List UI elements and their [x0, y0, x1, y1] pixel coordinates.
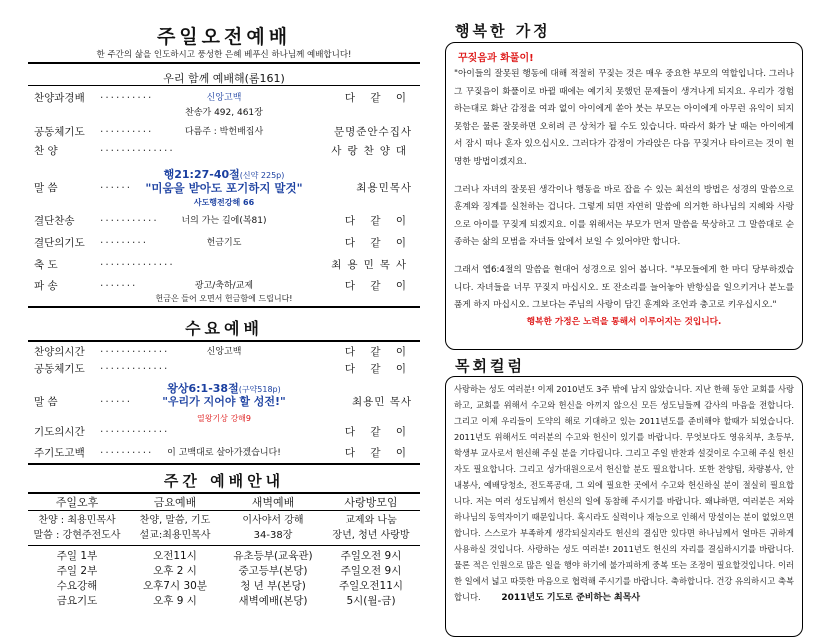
row-label: 주기도고백	[34, 447, 85, 459]
row-right: 다 같 이	[344, 280, 412, 292]
row-dots: ·············	[100, 346, 170, 358]
left.rows2-row	[28, 258, 420, 272]
row-label: 축 도	[34, 259, 58, 271]
divider	[28, 340, 420, 342]
left.wed_rows1-row	[28, 345, 420, 359]
row-right: 다 같 이	[344, 346, 412, 358]
divider	[28, 545, 420, 546]
row-middle: 다름주 : 박헌배집사	[184, 127, 264, 137]
left.rows2-row	[28, 279, 420, 303]
left.rows1-row	[28, 125, 420, 139]
weekly-cell: 교제와 나눔	[345, 515, 397, 526]
row-right: 다 같 이	[344, 363, 412, 375]
row-middle-note: 헌금은 들어 오면서 헌금함에 드립니다!	[155, 294, 293, 303]
schedule-cell: 새벽예배(본당)	[238, 595, 308, 607]
row-dots: ··········	[100, 126, 154, 138]
schedule-cell: 중고등부(본당)	[238, 565, 308, 577]
row-middle: 너의 가는 길에(복81)	[181, 216, 267, 226]
left.rows1-row	[28, 144, 420, 158]
row-dots: ··········	[100, 92, 154, 104]
sermon-reference: 행21:27-40절(신약 225p)	[163, 168, 285, 181]
row-dots: ··············	[100, 259, 175, 271]
weekly-cell: 찬양, 말씀, 기도	[139, 515, 211, 526]
family-closing: 행복한 가정은 노력을 통해서 이루어지는 것입니다.	[526, 316, 722, 327]
schedule-cell: 수요강해	[56, 580, 98, 592]
schedule-row	[28, 579, 420, 594]
wed-sermon-title: "우리가 지어야 할 성전!"	[162, 395, 286, 408]
row-right: 사랑찬양대	[331, 145, 412, 157]
schedule-cell: 유초등부(교육관)	[233, 550, 313, 562]
row-right: 문명준안수집사	[333, 126, 412, 138]
schedule-cell: 청 년 부(본당)	[240, 580, 306, 592]
row-label: 기도의시간	[34, 426, 85, 438]
schedule-cell: 5시(월-금)	[346, 595, 396, 607]
row-right: 다 같 이	[344, 92, 412, 104]
row-dots: ···········	[100, 215, 159, 227]
weekly-cell: 설교:최용민목사	[139, 530, 211, 541]
family-paragraph: 그러나 자녀의 잘못된 생각이나 행동을 바로 잡을 수 있는 최선의 방법은 성경의 말씀으로 훈계와 징계를 실천하는 겁니다. 그렇게 되면 자연히 말씀에 의거한 하나님의 지혜와 사랑으로 아이를 꾸짖게 되겠지요. 이를 위해서는 부모가 먼저 말씀을 묵상하고 그 말씀대로 순종하는 삶의 모범을 자녀들 앞에서 보일 수 있어야만 합니다.	[454, 184, 794, 248]
schedule-cell: 주일 1부	[56, 550, 98, 562]
row-dots: ··············	[100, 145, 175, 157]
schedule-row	[28, 594, 420, 609]
row-label: 찬양의시간	[34, 346, 85, 358]
wed-sermon-row: 말 씀 ······ "우리가 지어야 할 성전!" 최용민 목사	[28, 395, 420, 409]
sermon-preacher: 최용민목사	[356, 182, 412, 194]
family-box	[445, 42, 803, 350]
row-dots: ·············	[100, 426, 170, 438]
family-body	[446, 66, 802, 315]
weekly-cell: 이사야서 강해	[242, 515, 304, 526]
row-label: 찬양과경배	[34, 92, 85, 104]
weekly-cell: 찬양 : 최용민목사	[38, 515, 116, 526]
family-heading: 꾸짖음과 화풀이!	[458, 53, 534, 64]
schedule-cell: 주일오전 9시	[340, 565, 402, 577]
weekly-cell: 34-38장	[253, 530, 293, 541]
sermon-title: "미움을 받아도 포기하지 말것"	[145, 181, 303, 195]
divider	[28, 62, 420, 64]
row-middle: 광고/축하/교제	[194, 281, 254, 291]
bulletin-left	[28, 0, 420, 641]
weekly-table	[28, 494, 420, 541]
row-right: 다 같 이	[344, 426, 412, 438]
opening-call: 우리 함께 예배해(롬161)	[163, 72, 285, 85]
sermon-row: 말 씀 ······ "미움을 받아도 포기하지 말것" 최용민목사	[28, 181, 420, 195]
wed-reference: 왕상6:1-38절(구약518p)	[167, 382, 281, 395]
row-right: 최용민목사	[331, 259, 412, 271]
row-middle: 이 고백대로 살아가겠습니다!	[167, 448, 281, 458]
pastor-signature: 2011년도 기도로 준비하는 최목사	[501, 593, 641, 603]
pastor-column-box	[445, 376, 803, 637]
row-label: 공동체기도	[34, 126, 85, 138]
row-label: 공동체기도	[34, 363, 85, 375]
schedule-cell: 주일오전 9시	[340, 550, 402, 562]
wed-title: 수요예배	[185, 319, 263, 338]
row-label: 결단의기도	[34, 237, 85, 249]
weekly-header: 금요예배	[153, 496, 197, 509]
weekly-cell: 말씀 : 강현주전도사	[33, 530, 121, 541]
page-subtitle: 한 주간의 삶을 인도하시고 풍성한 은혜 베푸신 하나님께 예배합니다!	[96, 50, 352, 60]
left.wed_rows1-row	[28, 362, 420, 376]
schedule-cell: 금요기도	[56, 595, 98, 607]
schedule-cell: 오후7시 30분	[143, 580, 207, 592]
row-middle: 찬송가 492, 461장	[185, 108, 263, 118]
family-paragraph: "아이들의 잘못된 행동에 대해 적절히 꾸짖는 것은 매우 중요한 부모의 역할입니다. 그러나 그 꾸짖음이 화풀이로 바뀔 때에는 예기치 못했던 문제들이 생겨나게 되지요. 우리가 경험 하는대로 화난 감정을 여과 없이 아이에게 쏟아 붓는 부모는 아이에게 아무런 유익이 되지 못함은 물론 잘못하면 오히려 큰 상처가 될 수도 있습니다. 따라서 화가 날 때는 아이에게서 잠시 떠나 혼자 있으십시오. 그러다가 감정이 가라앉은 다음 꾸짖거나 타이르는 것이 현명한 방법이겠지요.	[454, 69, 794, 167]
weekly-cell: 장년, 청년 사랑방	[332, 530, 410, 541]
schedule-cell: 오후 9 시	[153, 595, 197, 607]
divider	[28, 85, 420, 86]
row-right: 다 같 이	[344, 215, 412, 227]
family-section-title: 행복한 가정	[455, 22, 551, 40]
row-label: 찬 양	[34, 145, 58, 157]
schedule-row	[28, 564, 420, 579]
row-dots: ·······	[100, 280, 138, 292]
row-label: 결단찬송	[34, 215, 75, 227]
row-dots: ·········	[100, 237, 149, 249]
row-right: 다 같 이	[344, 237, 412, 249]
left.wed_rows2-row	[28, 446, 420, 460]
page-title: 주일오전예배	[156, 26, 292, 48]
schedule-cell: 오전11시	[153, 550, 197, 562]
row-dots: ·············	[100, 363, 170, 375]
row-dots: ··········	[100, 447, 154, 459]
left.rows1-row	[28, 106, 420, 120]
row-middle: 신앙고백	[206, 93, 242, 103]
schedule-cell: 오후 2 시	[153, 565, 197, 577]
weekly-header: 새벽예배	[251, 496, 295, 509]
left.rows1-row	[28, 91, 420, 105]
pastor-column-body: 사랑하는 성도 여러분! 이제 2010년도 3주 밖에 남지 않았습니다. 지난 한해 동안 교회를 사랑하고, 교회를 위해서 수고와 헌신을 아끼지 않으신 모든 성도님들께 감사의 마음을 전합니다. 그리고 이제 우리들이 도약의 해로 기대하고 있는 2011년도를 준비해야 할때가 되었습니다. 2011년도 위해서도 여러분의 수고와 헌신이 있기를 바랍니다. 무엇보다도 영유치부, 초등부, 학생부 교사로서 헌신해 주실 분을 기다립니다. 그리고 주일 반찬과 설겆이로 수고해 주실 헌신자도 필요합니다. 그리고 성가대원으로서 헌신할 분도 필요합니다. 또한 찬양팀, 차량봉사, 안내봉사, 예배당청소, 전도폭공대, 그 외에 필요한 곳에서 수고와 헌신하실 분이 절실히 필요합니다. 저는 여러 성도님께서 헌신의 일에 동참해 주시기를 바랍니다. 왜냐하면, 여러분은 저와 하나님의 동역자이기 때문입니다. 혹시라도 실력이나 재능으로 인해서 망설이는 분이 없었으면 합니다. 스스로가 부족하게 생각되실지라도 헌신의 결심만 있다면 하나님께서 얼마든 귀하게 사용하실 것입니다. 사랑하는 성도 여러분! 2011년도 헌신의 자리를 결심하시기를 바랍니다. 물론 적은 인원으로 많은 일을 행야 하기에 불가피하게 중복 또는 조정이 필요할것입니다. 이러한 일에서 넓고 따뜻한 마음으로 협력해 주시기를 바랍니다. 축하합니다. 건강 유의하시고 축복합니다. 2011년도 기도로 준비하는 최목사	[454, 384, 794, 603]
row-right: 다 같 이	[344, 447, 412, 459]
family-paragraph: 그래서 엡6:4절의 말씀을 현대어 성경으로 읽어 봅니다. "부모들에게 한 마디 당부하겠습니다. 자녀들을 너무 꾸짖지 마십시오. 또 잔소리를 늘어놓아 반항심을 일으키거나 분노를 품게 하지 마십시오. 그보다는 주님의 사랑이 담긴 훈계와 조언과 충고로 키우십시오."	[454, 264, 794, 311]
row-label: 파 송	[34, 280, 58, 292]
schedule-cell: 주일오전11시	[338, 580, 404, 592]
sermon-series: 사도행전강해 66	[193, 198, 255, 207]
divider	[28, 306, 420, 308]
left.rows2-row	[28, 236, 420, 250]
left.rows2-row	[28, 214, 420, 228]
divider	[28, 463, 420, 465]
schedule-cell: 주일 2부	[56, 565, 98, 577]
wed-preacher: 최용민 목사	[351, 396, 412, 408]
schedule-row	[28, 549, 420, 564]
weekly-header: 사랑방모임	[344, 496, 398, 509]
schedule-table	[28, 549, 420, 609]
weekly-header: 주일오후	[55, 496, 99, 509]
weekly-title: 주간 예배안내	[163, 472, 285, 490]
row-middle: 신앙고백	[206, 347, 242, 357]
pastor-column-title: 목회컬럼	[455, 357, 525, 375]
wed-series: 열왕기상 강해9	[196, 414, 251, 423]
left.wed_rows2-row	[28, 425, 420, 439]
row-middle: 헌금기도	[206, 238, 242, 248]
